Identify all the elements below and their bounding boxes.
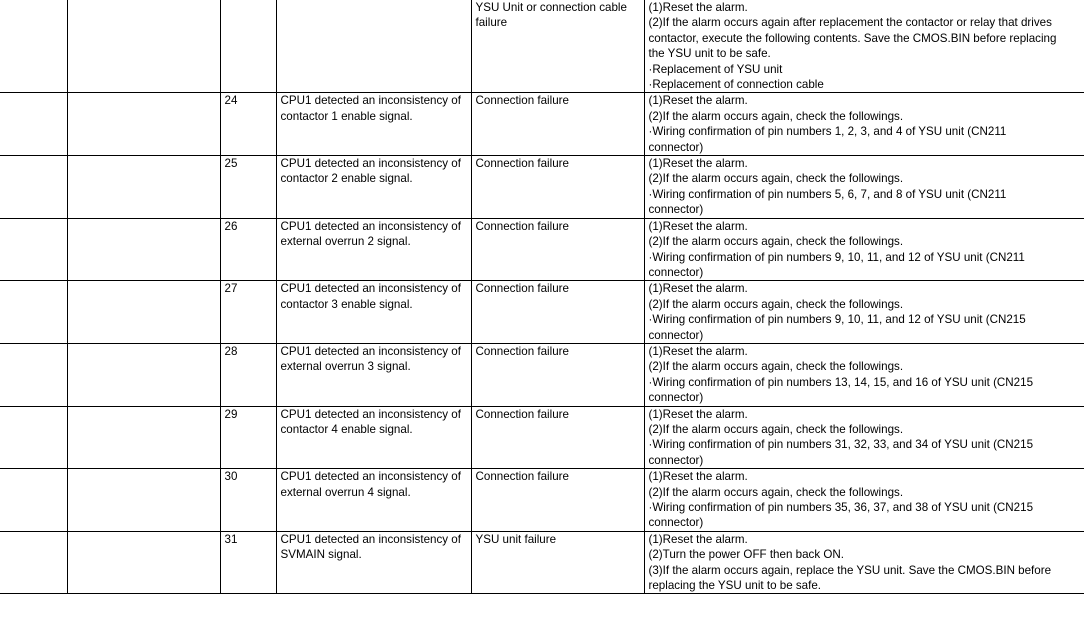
remedy-line: connector)	[648, 328, 704, 342]
blank-cell	[67, 469, 220, 532]
alarm-sub-code-cell	[220, 531, 276, 594]
probable-cause-cell	[471, 156, 644, 219]
remedy-line: connector)	[648, 453, 704, 467]
probable-cause-line: YSU Unit or connection cable	[475, 1, 627, 14]
remedy-line: (1)Reset the alarm.	[648, 94, 748, 108]
alarm-sub-code-cell	[220, 281, 276, 344]
table-row	[0, 93, 1084, 156]
blank-cell	[67, 93, 220, 156]
blank-cell	[0, 469, 67, 532]
remedy-line: connector)	[648, 391, 704, 405]
probable-cause-cell	[471, 406, 644, 469]
alarm-description-cell	[276, 93, 471, 156]
blank-cell	[0, 156, 67, 219]
blank-cell	[67, 156, 220, 219]
remedy-cell	[644, 0, 1084, 93]
probable-cause-line: failure	[475, 16, 508, 30]
remedy-line: (3)If the alarm occurs again, replace the YSU unit. Save the CMOS.BIN before	[648, 563, 1052, 577]
alarm-sub-code: 29	[224, 407, 238, 421]
remedy-line: (2)If the alarm occurs again, check the followings.	[648, 485, 904, 499]
remedy-cell	[644, 281, 1084, 344]
alarm-sub-code: 28	[224, 344, 238, 358]
blank-cell	[67, 281, 220, 344]
blank-cell	[67, 343, 220, 406]
alarm-description: CPU1 detected an inconsistency of external overrun 4 signal.	[280, 470, 461, 499]
blank-cell	[67, 0, 220, 93]
alarm-description: CPU1 detected an inconsistency of contactor 1 enable signal.	[280, 94, 461, 123]
probable-cause-line: YSU unit failure	[475, 532, 557, 546]
remedy-line: ·Wiring confirmation of pin numbers 9, 10, 11, and 12 of YSU unit (CN211	[648, 250, 1025, 264]
alarm-sub-code: 24	[224, 94, 238, 108]
remedy-line: the YSU unit to be safe.	[648, 47, 771, 61]
probable-cause-line: Connection failure	[475, 94, 569, 108]
alarm-sub-code: 26	[224, 219, 238, 233]
remedy-line: connector)	[648, 516, 704, 530]
remedy-line: ·Replacement of connection cable	[648, 78, 824, 92]
alarm-description-cell	[276, 343, 471, 406]
probable-cause-cell	[471, 93, 644, 156]
probable-cause-cell	[471, 218, 644, 281]
alarm-description-cell	[276, 156, 471, 219]
remedy-line: (1)Reset the alarm.	[648, 344, 748, 358]
probable-cause-line: Connection failure	[475, 470, 569, 484]
alarm-description: CPU1 detected an inconsistency of contactor 2 enable signal.	[280, 157, 461, 186]
blank-cell	[67, 406, 220, 469]
alarm-sub-code: 31	[224, 532, 238, 546]
probable-cause-cell	[471, 0, 644, 93]
alarm-sub-code: 25	[224, 157, 238, 171]
alarm-sub-code-cell	[220, 218, 276, 281]
alarm-sub-code: 27	[224, 282, 238, 296]
blank-cell	[0, 531, 67, 594]
remedy-cell	[644, 218, 1084, 281]
remedy-line: (2)If the alarm occurs again, check the followings.	[648, 235, 904, 249]
alarm-description: CPU1 detected an inconsistency of SVMAIN signal.	[280, 532, 461, 562]
remedy-line: (2)If the alarm occurs again after replacement the contactor or relay that drives	[648, 16, 1052, 30]
table-row	[0, 156, 1084, 219]
alarm-description: CPU1 detected an inconsistency of external overrun 3 signal.	[280, 344, 461, 374]
alarm-description-cell	[276, 531, 471, 594]
probable-cause-cell	[471, 469, 644, 532]
alarm-description: CPU1 detected an inconsistency of contactor 4 enable signal.	[280, 407, 461, 436]
remedy-line: connector)	[648, 203, 704, 217]
blank-cell	[0, 218, 67, 281]
alarm-sub-code-cell	[220, 406, 276, 469]
probable-cause-line: Connection failure	[475, 407, 569, 421]
remedy-line: (1)Reset the alarm.	[648, 219, 748, 233]
blank-cell	[0, 406, 67, 469]
blank-cell	[67, 218, 220, 281]
probable-cause-line: Connection failure	[475, 282, 569, 296]
blank-cell	[0, 93, 67, 156]
remedy-line: (1)Reset the alarm.	[648, 407, 748, 421]
probable-cause-cell	[471, 343, 644, 406]
remedy-line: (2)Turn the power OFF then back ON.	[648, 548, 844, 562]
table-row	[0, 469, 1084, 532]
blank-cell	[67, 531, 220, 594]
alarm-sub-code-cell	[220, 0, 276, 93]
remedy-cell	[644, 469, 1084, 532]
alarm-description: CPU1 detected an inconsistency of external overrun 2 signal.	[280, 219, 461, 249]
remedy-cell	[644, 93, 1084, 156]
table-row	[0, 218, 1084, 281]
probable-cause-cell	[471, 281, 644, 344]
alarm-sub-code-cell	[220, 93, 276, 156]
remedy-line: (1)Reset the alarm.	[648, 157, 748, 171]
alarm-sub-code-cell	[220, 156, 276, 219]
alarm-description-cell	[276, 469, 471, 532]
remedy-line: (1)Reset the alarm.	[648, 1, 748, 14]
remedy-line: (2)If the alarm occurs again, check the followings.	[648, 297, 904, 311]
alarm-description: CPU1 detected an inconsistency of contactor 3 enable signal.	[280, 282, 461, 311]
probable-cause-line: Connection failure	[475, 344, 569, 358]
alarm-description-cell	[276, 0, 471, 93]
alarm-sub-code-cell	[220, 343, 276, 406]
remedy-cell	[644, 531, 1084, 594]
remedy-line: connector)	[648, 140, 704, 154]
remedy-cell	[644, 156, 1084, 219]
alarm-description-cell	[276, 218, 471, 281]
remedy-line: (1)Reset the alarm.	[648, 282, 748, 296]
table-row	[0, 531, 1084, 594]
remedy-line: ·Wiring confirmation of pin numbers 1, 2, 3, and 4 of YSU unit (CN211	[648, 125, 1007, 139]
probable-cause-line: Connection failure	[475, 219, 569, 233]
remedy-line: (2)If the alarm occurs again, check the followings.	[648, 422, 904, 436]
table-row	[0, 0, 1084, 93]
blank-cell	[0, 281, 67, 344]
table-row	[0, 281, 1084, 344]
alarm-sub-code: 30	[224, 470, 238, 484]
table-row	[0, 406, 1084, 469]
remedy-line: contactor, execute the following contents. Save the CMOS.BIN before replacing	[648, 31, 1057, 45]
remedy-line: (1)Reset the alarm.	[648, 470, 748, 484]
remedy-line: ·Wiring confirmation of pin numbers 5, 6, 7, and 8 of YSU unit (CN211	[648, 187, 1007, 201]
remedy-line: ·Replacement of YSU unit	[648, 62, 783, 76]
remedy-line: (2)If the alarm occurs again, check the followings.	[648, 360, 904, 374]
alarm-sub-code-cell	[220, 469, 276, 532]
remedy-line: (1)Reset the alarm.	[648, 532, 748, 546]
blank-cell	[0, 0, 67, 93]
remedy-line: replacing the YSU unit to be safe.	[648, 579, 822, 593]
alarm-description-cell	[276, 281, 471, 344]
remedy-cell	[644, 406, 1084, 469]
remedy-line: (2)If the alarm occurs again, check the followings.	[648, 109, 904, 123]
blank-cell	[0, 343, 67, 406]
remedy-line: ·Wiring confirmation of pin numbers 13, 14, 15, and 16 of YSU unit (CN215	[648, 375, 1034, 389]
remedy-line: ·Wiring confirmation of pin numbers 31, 32, 33, and 34 of YSU unit (CN215	[648, 438, 1034, 452]
table-row	[0, 343, 1084, 406]
probable-cause-cell	[471, 531, 644, 594]
remedy-line: ·Wiring confirmation of pin numbers 35, 36, 37, and 38 of YSU unit (CN215	[648, 501, 1034, 514]
alarm-description-cell	[276, 406, 471, 469]
remedy-cell	[644, 343, 1084, 406]
remedy-line: ·Wiring confirmation of pin numbers 9, 10, 11, and 12 of YSU unit (CN215	[648, 313, 1026, 327]
remedy-line: connector)	[648, 265, 704, 279]
probable-cause-line: Connection failure	[475, 157, 569, 171]
remedy-line: (2)If the alarm occurs again, check the followings.	[648, 172, 904, 186]
